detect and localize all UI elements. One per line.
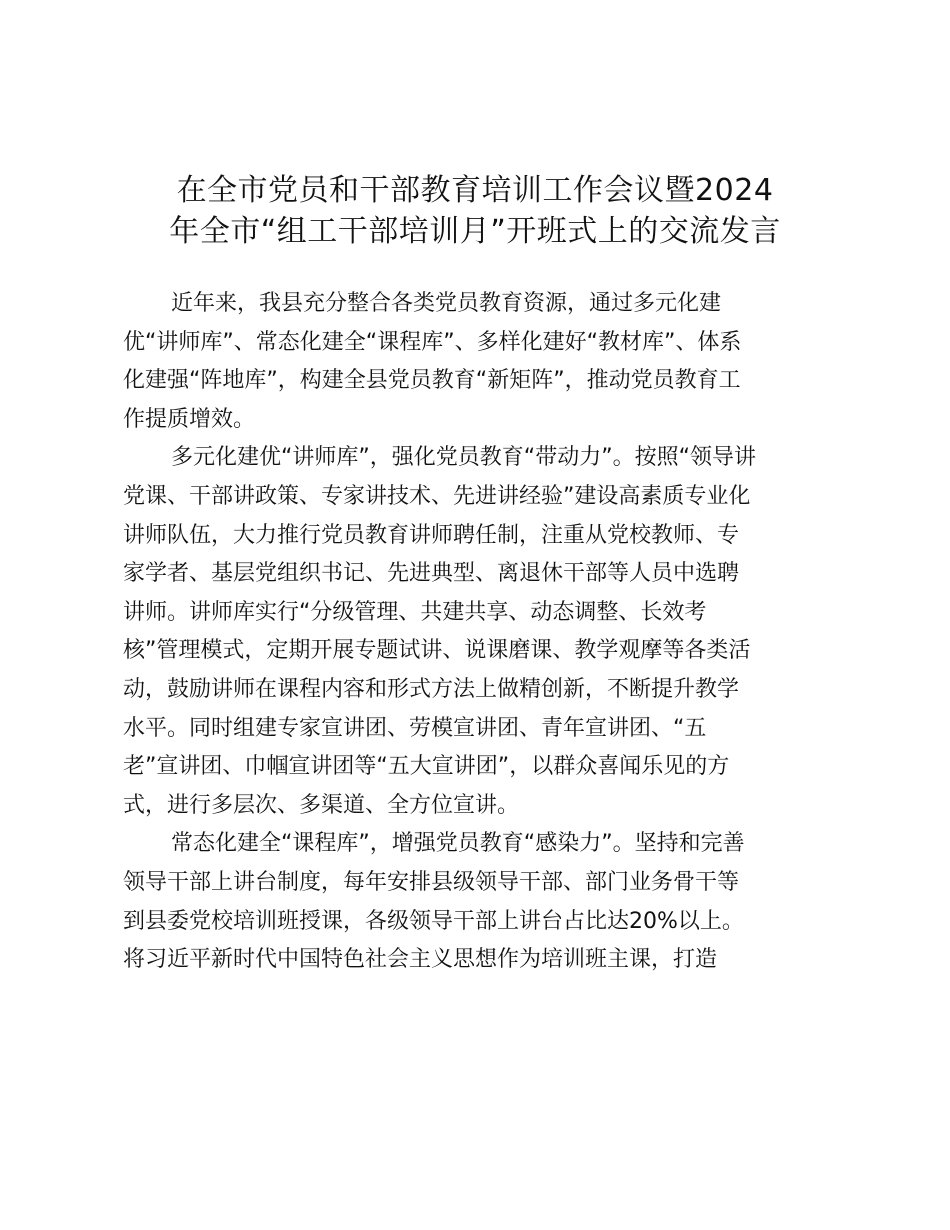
paragraph-2-line: 水平。同时组建专家宣讲团、劳模宣讲团、青年宣讲团、“五 bbox=[123, 715, 707, 741]
paragraph-1-line: 优“讲师库”、常态化建全“课程库”、多样化建好“教材库”、体系 bbox=[123, 329, 742, 355]
paragraph-2-line: 讲师。讲师库实行“分级管理、共建共享、动态调整、长效考 bbox=[123, 599, 707, 625]
paragraph-2-line: 老”宣讲团、巾帼宣讲团等“五大宣讲团”，以群众喜闻乐见的方 bbox=[123, 754, 730, 780]
paragraph-2-line: 讲师队伍，大力推行党员教育讲师聘任制，注重从党校教师、专 bbox=[123, 522, 740, 548]
paragraph-2-line: 家学者、基层党组织书记、先进典型、离退休干部等人员中选聘 bbox=[123, 561, 740, 587]
paragraph-3-line: 到县委党校培训班授课，各级领导干部上讲台占比达20%以上。 bbox=[123, 908, 744, 934]
paragraph-2-line: 多元化建优“讲师库”，强化党员教育“带动力”。按照“领导讲 bbox=[171, 445, 756, 471]
paragraph-2-line: 式，进行多层次、多渠道、全方位宣讲。 bbox=[123, 792, 520, 818]
paragraph-2-line: 党课、干部讲政策、专家讲技术、先进讲经验”建设高素质专业化 bbox=[123, 483, 751, 509]
paragraph-2-line: 动，鼓励讲师在课程内容和形式方法上做精创新，不断提升教学 bbox=[123, 676, 740, 702]
title-line-2: 年全市“组工干部培训月”开班式上的交流发言 bbox=[169, 214, 781, 249]
paragraph-1-line: 近年来，我县充分整合各类党员教育资源，通过多元化建 bbox=[171, 291, 722, 316]
paragraph-1-line: 作提质增效。 bbox=[123, 406, 256, 432]
paragraph-2-line: 核”管理模式，定期开展专题试讲、说课磨课、教学观摩等各类活 bbox=[123, 638, 751, 664]
paragraph-1-line: 化建强“阵地库”，构建全县党员教育“新矩阵”，推动党员教育工 bbox=[123, 368, 741, 394]
body-text bbox=[123, 285, 835, 980]
paragraph-3-line: 将习近平新时代中国特色社会主义思想作为培训班主课，打造 bbox=[123, 947, 718, 973]
paragraph-3-line: 领导干部上讲台制度，每年安排县级领导干部、部门业务骨干等 bbox=[123, 869, 740, 895]
paragraph-3-line: 常态化建全“课程库”，增强党员教育“感染力”。坚持和完善 bbox=[171, 831, 745, 857]
document-title bbox=[0, 170, 950, 252]
title-line-1: 在全市党员和干部教育培训工作会议暨2024 bbox=[176, 173, 774, 208]
